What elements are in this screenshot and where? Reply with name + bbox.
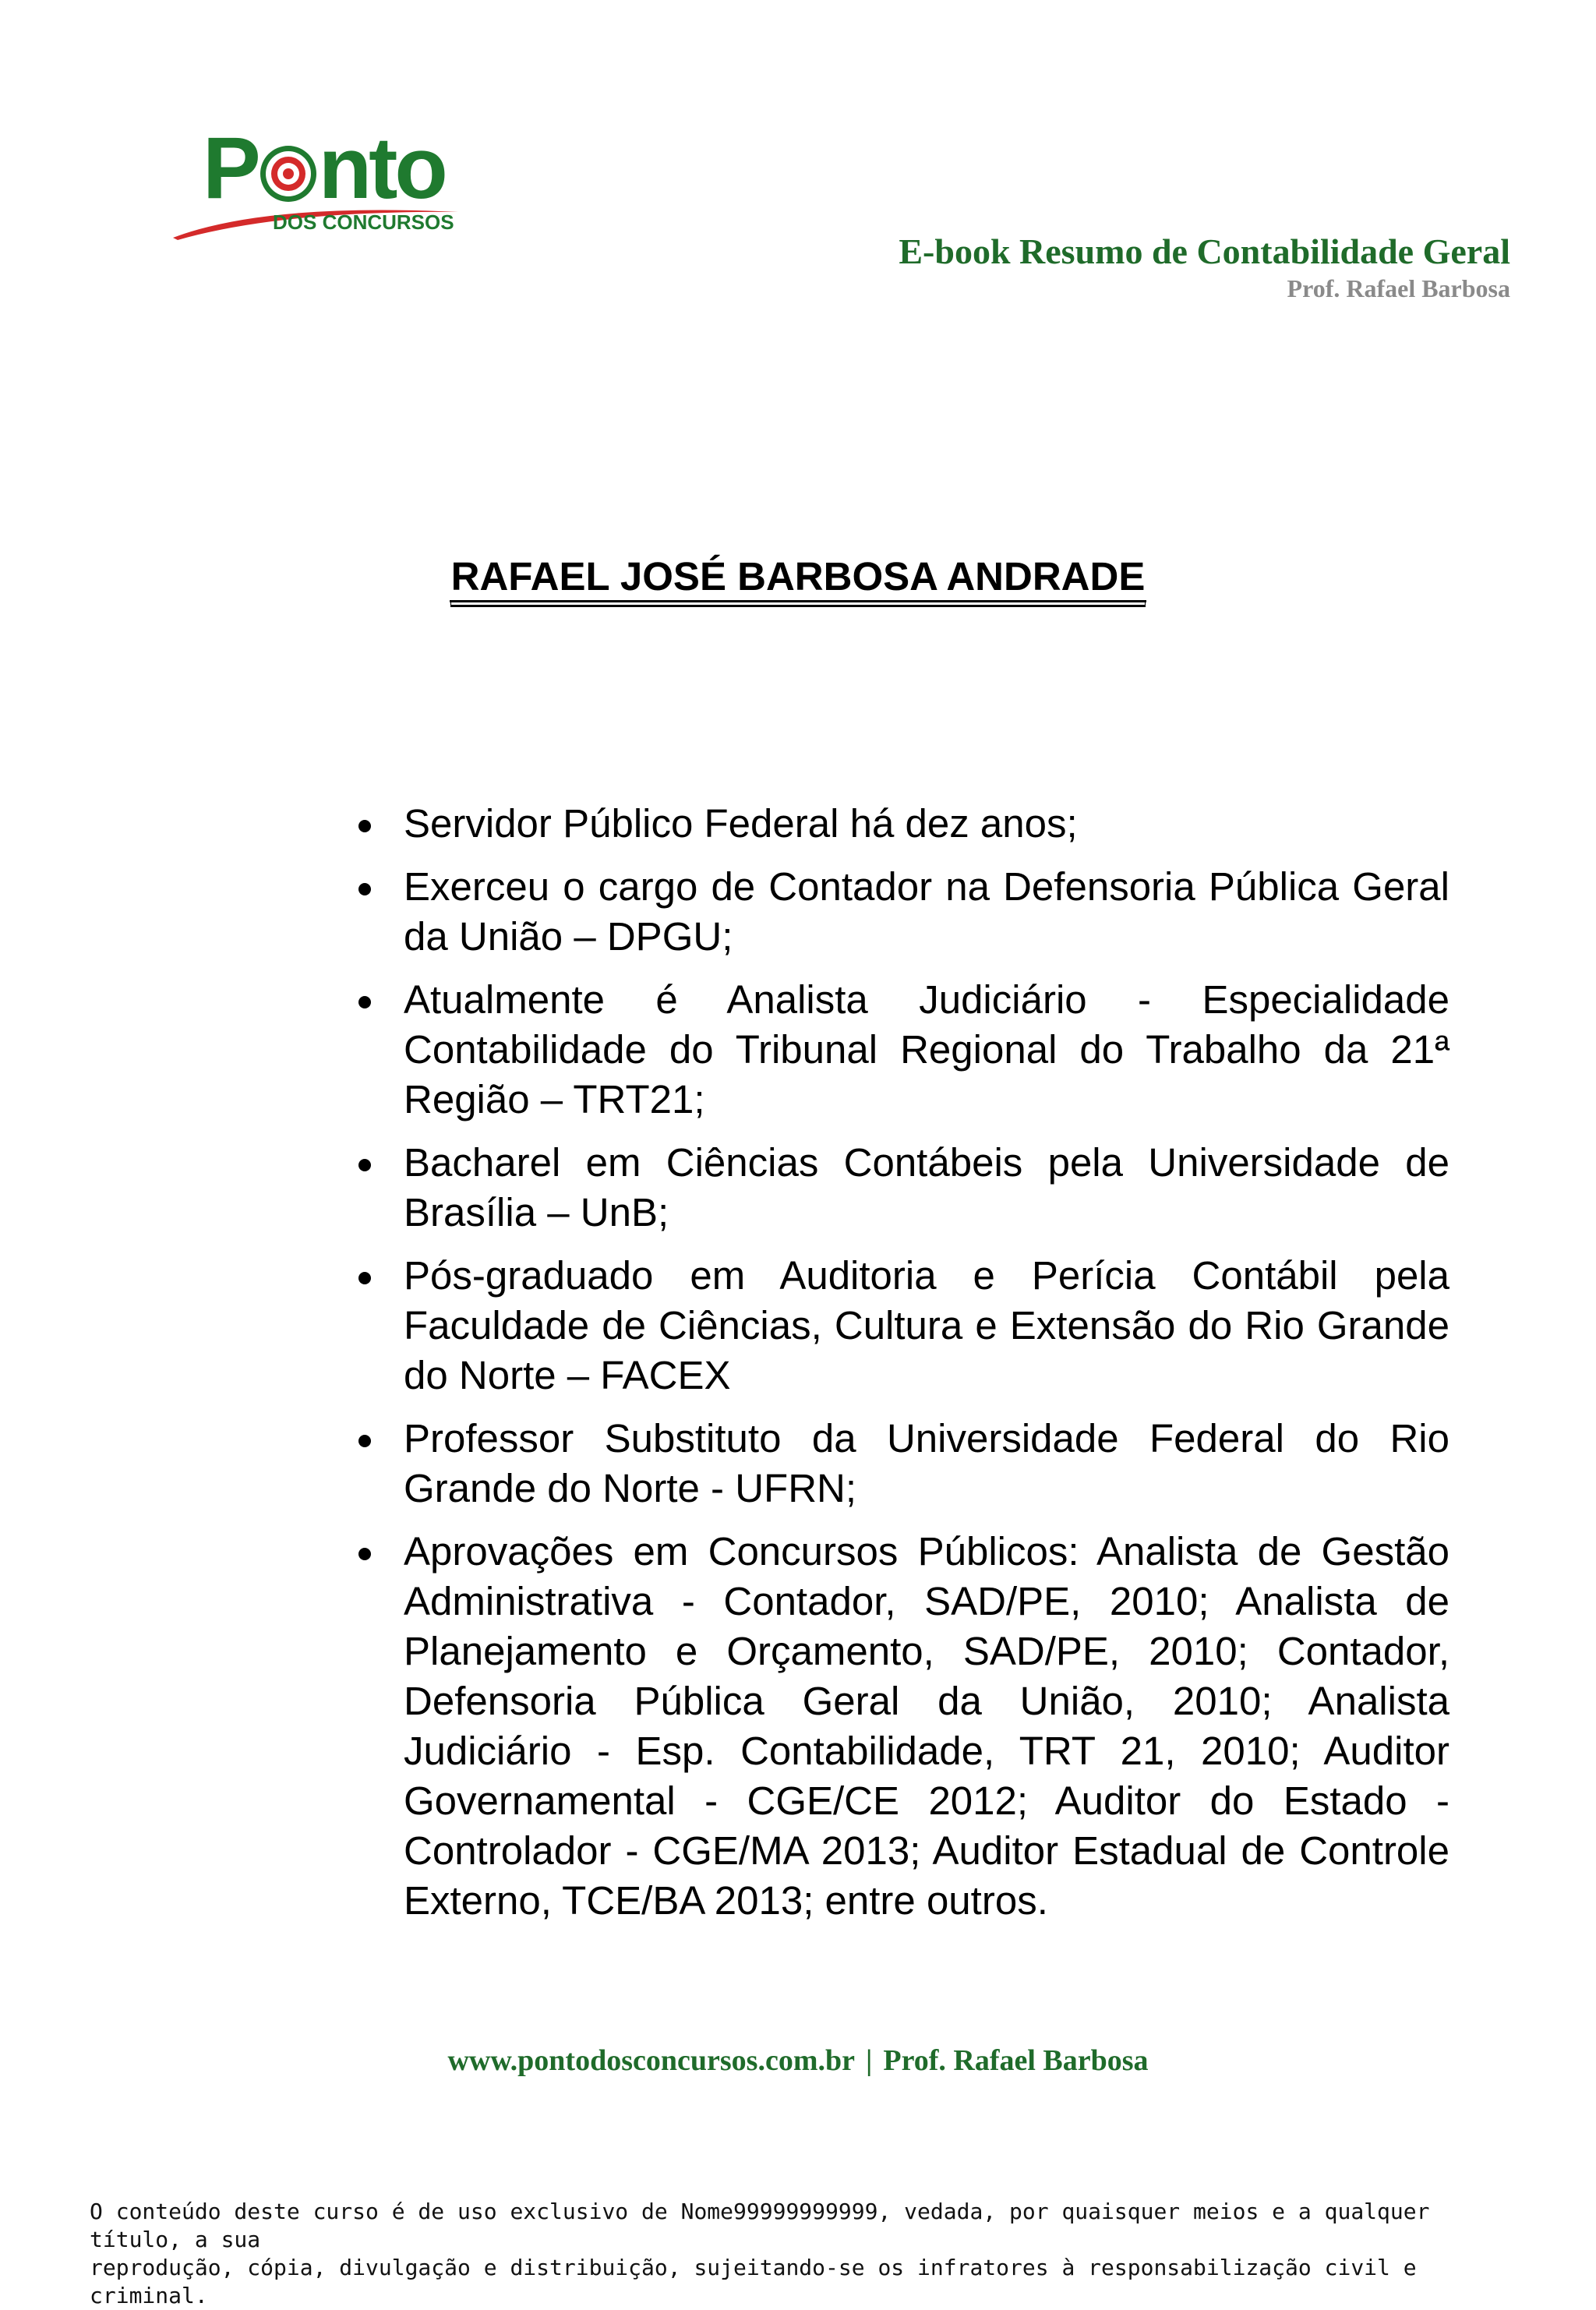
footer <box>0 2043 1596 2078</box>
copyright-disclaimer <box>90 2198 1516 2310</box>
author-bio-list <box>358 799 1449 1939</box>
website-link[interactable]: www.pontodosconcursos.com.br <box>447 2044 855 2077</box>
logo-wordmark <box>203 119 445 217</box>
bio-item: Bacharel em Ciências Contábeis pela Universidade de Brasília – UnB; <box>358 1138 1449 1238</box>
bio-item: Servidor Público Federal há dez anos; <box>358 799 1449 849</box>
target-icon <box>260 129 317 187</box>
author-name-heading <box>0 555 1596 602</box>
ponto-dos-concursos-logo <box>171 117 460 242</box>
disclaimer-line: O conteúdo deste curso é de uso exclusivo de Nome99999999999, vedada, por quaisquer meios e a qualquer título, a sua <box>90 2199 1430 2252</box>
ebook-title: E-book Resumo de Contabilidade Geral <box>899 231 1510 271</box>
bio-item: Exerceu o cargo de Contador na Defensoria Pública Geral da União – DPGU; <box>358 862 1449 962</box>
disclaimer-line: reprodução, cópia, divulgação e distribuição, sujeitando-se os infratores à responsabilização civil e criminal. <box>90 2255 1417 2308</box>
bio-item: Aprovações em Concursos Públicos: Analista de Gestão Administrativa - Contador, SAD/PE, 2010; Analista de Planejamento e Orçamento, SAD/PE, 2010; Contador, Defensoria Pública Geral da União, 2010; Analista Judiciário - Esp. Contabilidade, TRT 21, 2010; Auditor Governamental - CGE/CE 2012; Auditor do Estado - Controlador - CGE/MA 2013; Auditor Estadual de Controle Externo, TCE/BA 2013; entre outros. <box>358 1527 1449 1926</box>
bio-item: Pós-graduado em Auditoria e Perícia Contábil pela Faculdade de Ciências, Cultura e Extensão do Rio Grande do Norte – FACEX <box>358 1251 1449 1400</box>
author-name: RAFAEL JOSÉ BARBOSA ANDRADE <box>450 555 1147 602</box>
bio-item: Professor Substituto da Universidade Federal do Rio Grande do Norte - UFRN; <box>358 1414 1449 1514</box>
ebook-author: Prof. Rafael Barbosa <box>1287 274 1510 302</box>
logo-letter-p: P <box>203 119 258 217</box>
logo-letters-nto: nto <box>318 119 445 217</box>
footer-separator: | <box>865 2044 873 2077</box>
logo-subtitle: DOS CONCURSOS <box>273 210 454 234</box>
bio-item: Atualmente é Analista Judiciário - Especialidade Contabilidade do Tribunal Regional do Trabalho da 21ª Região – TRT21; <box>358 975 1449 1125</box>
footer-author: Prof. Rafael Barbosa <box>883 2044 1149 2077</box>
